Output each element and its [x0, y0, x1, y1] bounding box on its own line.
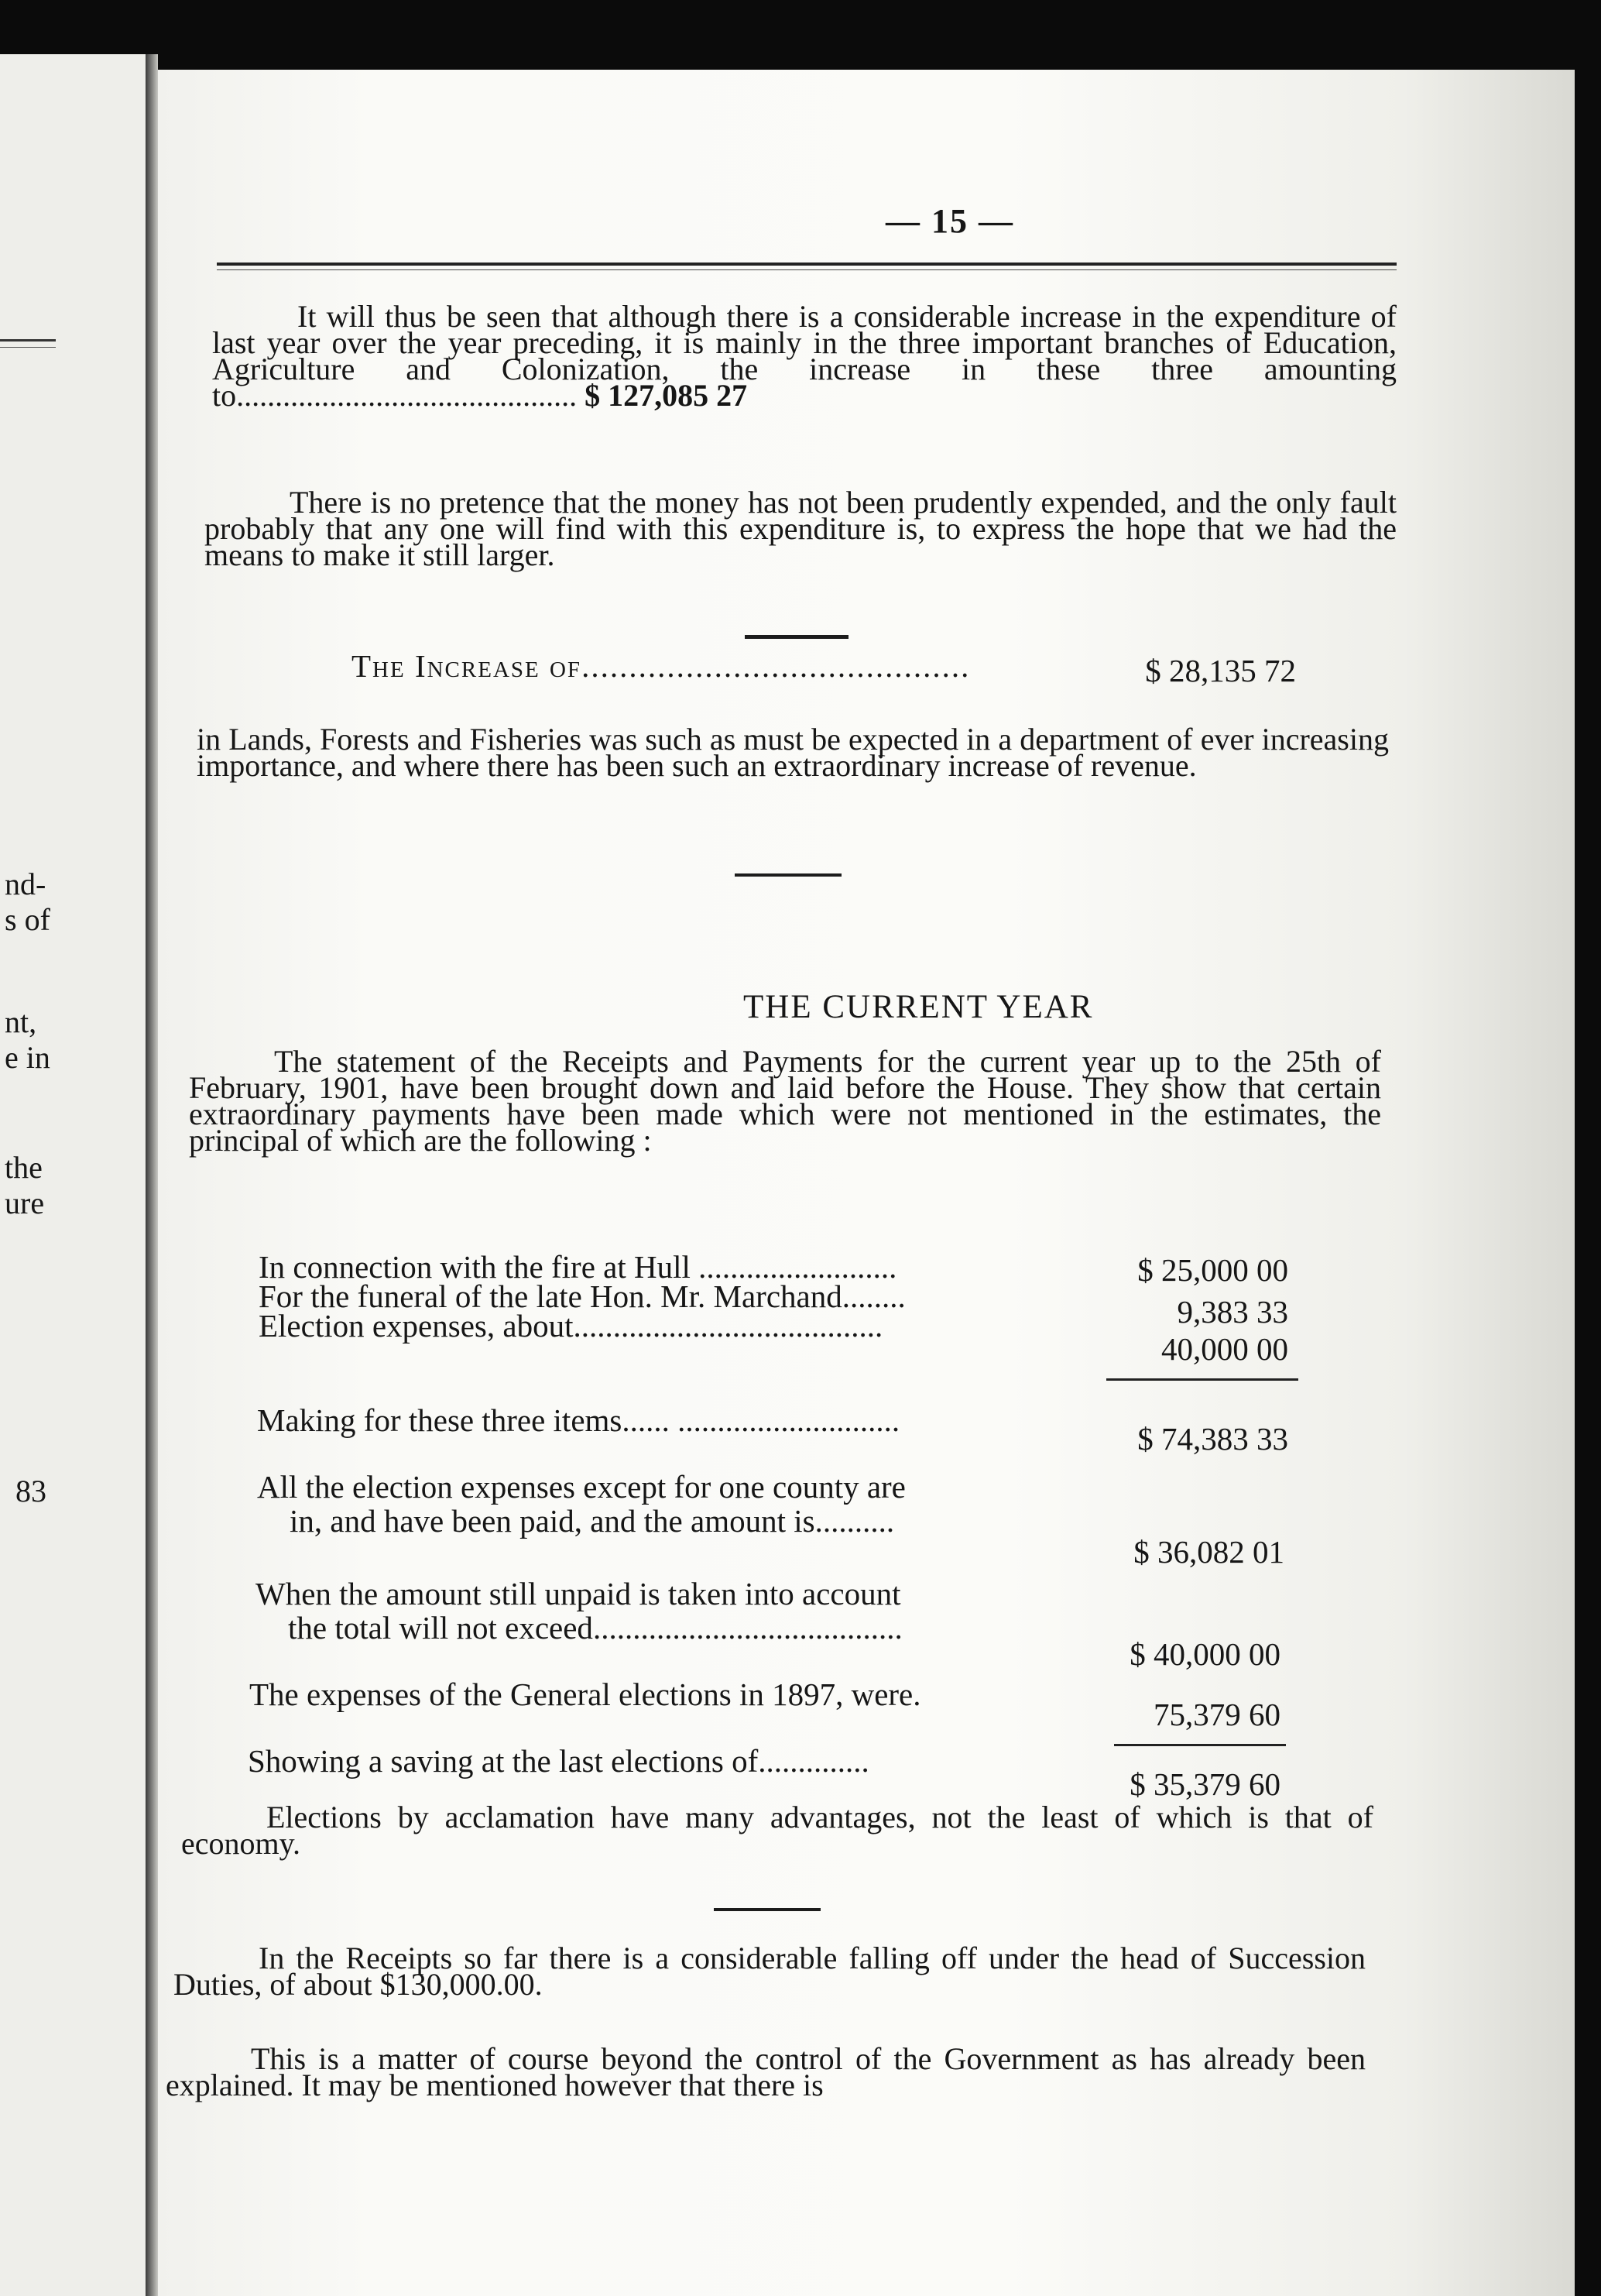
section-separator	[745, 635, 848, 639]
unpaid-label: the total will not exceed	[288, 1610, 593, 1646]
previous-page-rule	[0, 339, 56, 341]
paragraph-expenditure-increase	[212, 299, 1397, 413]
payment-item-amount: 40,000 00	[1161, 1331, 1288, 1367]
paragraph-government-control: This is a matter of course beyond the control of the Government as has already been explained. It may be mentioned however that there is	[166, 2041, 1366, 2102]
paragraph-succession-duties: In the Receipts so far there is a considerable falling off under the head of Succession Duties, of about $130,000.00.	[173, 1941, 1366, 2002]
previous-page-fragment	[0, 54, 146, 2296]
page-number: — 15 —	[886, 202, 1014, 240]
sum-rule	[1114, 1744, 1286, 1746]
payment-item-amount: 9,383 33	[1177, 1294, 1288, 1330]
previous-page-text: s of	[5, 902, 50, 937]
previous-page-text: ure	[5, 1186, 45, 1220]
payment-item-label: In connection with the fire at Hull	[259, 1249, 691, 1285]
paragraph-current-statement: The statement of the Receipts and Payments for the current year up to the 25th of February, 1901, have been brought down and laid before the House. They show that certain extraordinary payments have been made which were not mentioned in the estimates, the principal of which are the following :	[189, 1044, 1381, 1158]
section-separator	[735, 873, 842, 877]
saving-label: Showing a saving at the last elections of	[248, 1743, 759, 1779]
unpaid-line-1: When the amount still unpaid is taken into account	[255, 1576, 901, 1611]
leader-dots: .........................	[698, 1249, 897, 1285]
payment-item-label: Election expenses, about	[259, 1308, 574, 1344]
previous-page-text: nd-	[5, 867, 46, 901]
paid-line-2	[290, 1504, 894, 1538]
unpaid-line-2	[288, 1611, 903, 1645]
section-separator	[714, 1908, 821, 1911]
leader-dots: ..........	[814, 1503, 895, 1539]
previous-page-text: 83	[15, 1474, 46, 1508]
total-label: Making for these three items	[257, 1402, 622, 1438]
sum-rule	[1106, 1378, 1298, 1381]
previous-page-text: the	[5, 1150, 43, 1185]
increase-label-text: The Increase of	[351, 648, 582, 684]
paragraph-lands-forests: in Lands, Forests and Fisheries was such as must be expected in a department of ever increasing importance, and where there has been such an extraordinary increase of revenue.	[197, 722, 1389, 783]
increase-amount: $ 28,135 72	[1145, 653, 1296, 688]
total-line	[257, 1403, 900, 1437]
leader-dots: .........................................	[581, 648, 971, 684]
total-amount: $ 74,383 33	[1137, 1421, 1288, 1457]
saving-amount: $ 35,379 60	[1130, 1766, 1280, 1802]
leader-dots: ............................................	[236, 378, 578, 413]
header-rule	[217, 263, 1397, 266]
previous-page-rule-thin	[0, 347, 56, 348]
paragraph-prudent-expenditure: There is no pretence that the money has not been prudently expended, and the only fault probably that any one will find with this expenditure is, to express the hope that we had the means to make it still larger.	[204, 485, 1397, 572]
header-rule-thin	[217, 269, 1397, 270]
document-page	[158, 70, 1575, 2296]
unpaid-amount: $ 40,000 00	[1130, 1636, 1280, 1672]
leader-dots: ..............	[758, 1743, 869, 1779]
section-heading: THE CURRENT YEAR	[743, 989, 1094, 1025]
payment-item-amount: $ 25,000 00	[1137, 1252, 1288, 1288]
increase-label	[351, 649, 970, 683]
leader-dots: .......................................	[573, 1308, 883, 1344]
saving-line	[248, 1744, 869, 1778]
paragraph-text: It will thus be seen that although there is a considerable increase in the expenditure of last year over the year preceding, it is mainly in the three important branches of Education, Agriculture and Colonization, the increase in these three amounting to	[212, 299, 1397, 413]
paid-line-1: All the election expenses except for one county are	[257, 1469, 906, 1505]
page-gutter	[146, 54, 158, 2296]
paragraph-amount: $ 127,085 27	[585, 378, 748, 413]
previous-page-text: e in	[5, 1040, 50, 1075]
previous-page-text: nt,	[5, 1004, 37, 1039]
leader-dots: .......................................	[592, 1610, 903, 1646]
paragraph-acclamation: Elections by acclamation have many advantages, not the least of which is that of economy.	[181, 1800, 1373, 1861]
paid-amount: $ 36,082 01	[1133, 1534, 1284, 1570]
payment-item-label: For the funeral of the late Hon. Mr. Marchand	[259, 1278, 842, 1314]
paid-label: in, and have been paid, and the amount is	[290, 1503, 815, 1539]
leader-dots: ...... ............................	[622, 1402, 900, 1438]
payment-item	[259, 1309, 883, 1343]
general-elections-line: The expenses of the General elections in 1897, were.	[249, 1677, 921, 1712]
leader-dots: ........	[842, 1278, 906, 1314]
general-elections-amount: 75,379 60	[1154, 1697, 1280, 1732]
